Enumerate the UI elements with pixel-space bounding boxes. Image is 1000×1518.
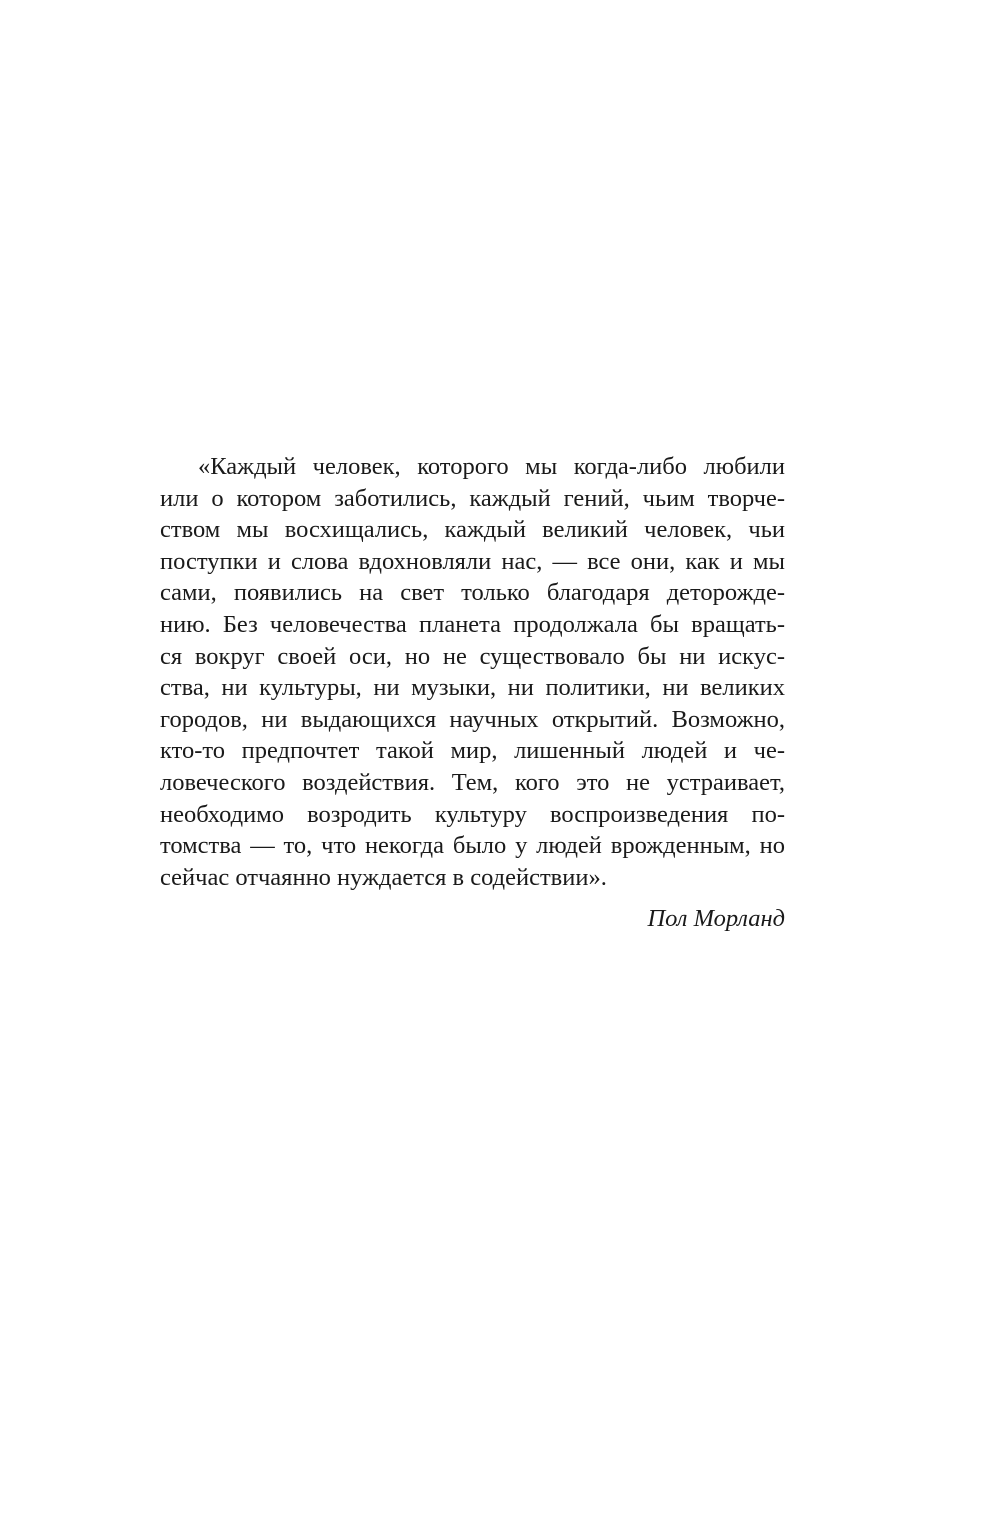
epigraph: [160, 451, 785, 935]
quote-line: ловеческого воздействия. Тем, кого это не устраивает,: [160, 768, 785, 796]
quote-line: нию. Без человечества планета продолжала бы вращать-: [160, 610, 785, 638]
quote-line: сами, появились на свет только благодаря деторожде-: [160, 579, 785, 607]
quote-line: «Каждый человек, которого мы когда-либо любили: [198, 453, 785, 480]
epigraph-quote: [160, 451, 785, 893]
quote-line: ства, ни культуры, ни музыки, ни политики, ни великих: [160, 674, 785, 702]
quote-line: томства — то, что некогда было у людей врожденным, но: [160, 832, 785, 860]
epigraph-author: Пол Морланд: [647, 905, 785, 933]
quote-line: сейчас отчаянно нуждается в содействии».: [160, 863, 607, 891]
quote-line: или о котором заботились, каждый гений, чьим творче-: [160, 484, 785, 512]
quote-line: городов, ни выдающихся научных открытий. Возможно,: [160, 705, 785, 733]
quote-line: поступки и слова вдохновляли нас, — все они, как и мы: [160, 547, 785, 575]
quote-line: ся вокруг своей оси, но не существовало бы ни искус-: [160, 642, 785, 670]
quote-line: кто-то предпочтет такой мир, лишенный людей и че-: [160, 737, 785, 765]
quote-line: необходимо возродить культуру воспроизведения по-: [160, 800, 785, 828]
quote-line: ством мы восхищались, каждый великий человек, чьи: [160, 516, 785, 544]
